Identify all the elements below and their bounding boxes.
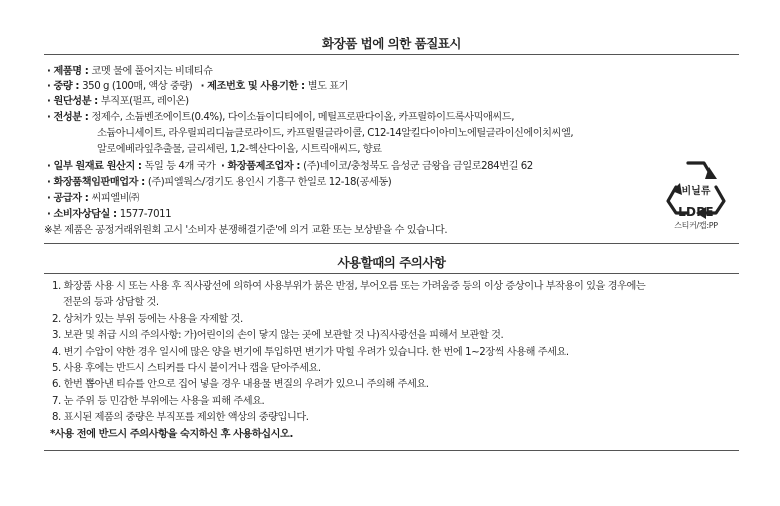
caution-item-cont: 전문의 등과 상담할 것. — [63, 297, 159, 308]
caution-item: 8. 표시된 제품의 중량은 부직포를 제외한 액상의 중량입니다. — [52, 412, 309, 423]
row-label: · 중량 : — [47, 81, 83, 92]
ingredients-row-cont — [97, 127, 573, 141]
caution-item: 1. 화장품 사용 시 또는 사용 후 직사광선에 의하여 사용부위가 붉은 반점, 부어오름 또는 가려움증 등의 이상 증상이나 부작용이 있을 경우에는 — [52, 281, 646, 292]
seller-row — [47, 176, 391, 190]
dispute-note: ※본 제품은 공정거래위원회 고시 '소비자 분쟁해결기준'에 의거 교환 또는 보상받을 수 있습니다. — [44, 225, 448, 236]
divider — [44, 273, 739, 274]
row-value: 350 g (100매, 액상 중량) — [82, 81, 193, 92]
recycle-parts: 스티커/캡:PP — [674, 221, 718, 230]
row-label: · 전성분 : — [47, 112, 92, 123]
row-value: 1577-7011 — [119, 209, 172, 220]
consumer-center-row — [47, 208, 171, 222]
row-value: 별도 표기 — [307, 81, 349, 92]
caution-item: 5. 사용 후에는 반드시 스티커를 다시 붙이거나 캡을 닫아주세요. — [52, 363, 321, 374]
recycle-mark-text: 비닐류 — [681, 186, 711, 197]
recycle-code: LDPE — [678, 205, 714, 219]
row-label: · 제품명 : — [47, 66, 92, 77]
row-value: 독일 등 4개 국가 — [144, 161, 216, 172]
caution-warning: *사용 전에 반드시 주의사항을 숙지하신 후 사용하십시오. — [50, 429, 293, 440]
weight-row — [47, 80, 348, 94]
row-value: 씨피엘비㈜ — [91, 193, 139, 204]
row-value: (주)피엘웍스/경기도 용인시 기흥구 한일로 12-18(공세동) — [147, 177, 392, 188]
origin-row — [47, 160, 533, 174]
ingredients-row — [47, 111, 514, 125]
row-label: · 일부 원재료 원산지 : — [47, 161, 145, 172]
fabric-row — [47, 95, 189, 109]
row-value: 코멧 물에 풀어지는 비데티슈 — [91, 66, 213, 77]
row-label: · 화장품책임판매업자 : — [47, 177, 148, 188]
row-label: · 제조번호 및 사용기한 : — [200, 81, 308, 92]
row-value: (주)네이코/충청북도 음성군 금왕읍 금일로284번길 62 — [303, 161, 533, 172]
divider — [44, 243, 739, 244]
row-value: 부직포(펄프, 레이온) — [100, 96, 189, 107]
row-value: 알로에베라잎추출물, 글리세린, 1,2-헥산다이올, 시트릭애씨드, 향료 — [97, 144, 382, 155]
row-label: · 공급자 : — [47, 193, 92, 204]
caution-item: 2. 상처가 있는 부위 등에는 사용을 자제할 것. — [52, 314, 243, 325]
row-value: 소듐아니세이트, 라우릴피리디늄클로라이드, 카프릴릴글라이콜, C12-14알킬다이아미노에틸글라이신에이치씨엘, — [97, 128, 574, 139]
caution-title: 사용할때의 주의사항 — [337, 255, 446, 270]
caution-item: 7. 눈 주위 등 민감한 부위에는 사용을 피해 주세요. — [52, 396, 265, 407]
row-label: · 원단성분 : — [47, 96, 101, 107]
quality-label-title: 화장품 법에 의한 품질표시 — [322, 36, 461, 51]
caution-item: 6. 한번 뽑아낸 티슈를 안으로 집어 넣을 경우 내용물 변질의 우려가 있으니 주의해 주세요. — [52, 379, 429, 390]
ingredients-row-cont — [97, 143, 382, 157]
divider — [44, 450, 739, 451]
row-label: · 화장품제조업자 : — [220, 161, 304, 172]
product-name-row — [47, 65, 213, 79]
divider — [44, 54, 739, 55]
caution-item: 3. 보관 및 취급 시의 주의사항: 가)어린이의 손이 닿지 않는 곳에 보관할 것 나)직사광선을 피해서 보관할 것. — [52, 330, 504, 341]
row-value: 정제수, 소듐벤조에이트(0.4%), 다이소듐이디티에이, 메틸프로판다이올, 카프릴하이드록사믹애씨드, — [91, 112, 514, 123]
supplier-row — [47, 192, 139, 206]
caution-item: 4. 변기 수압이 약한 경우 일시에 많은 양을 변기에 투입하면 변기가 막힐 우려가 있습니다. 한 번에 1~2장씩 사용해 주세요. — [52, 347, 569, 358]
row-label: · 소비자상담실 : — [47, 209, 120, 220]
